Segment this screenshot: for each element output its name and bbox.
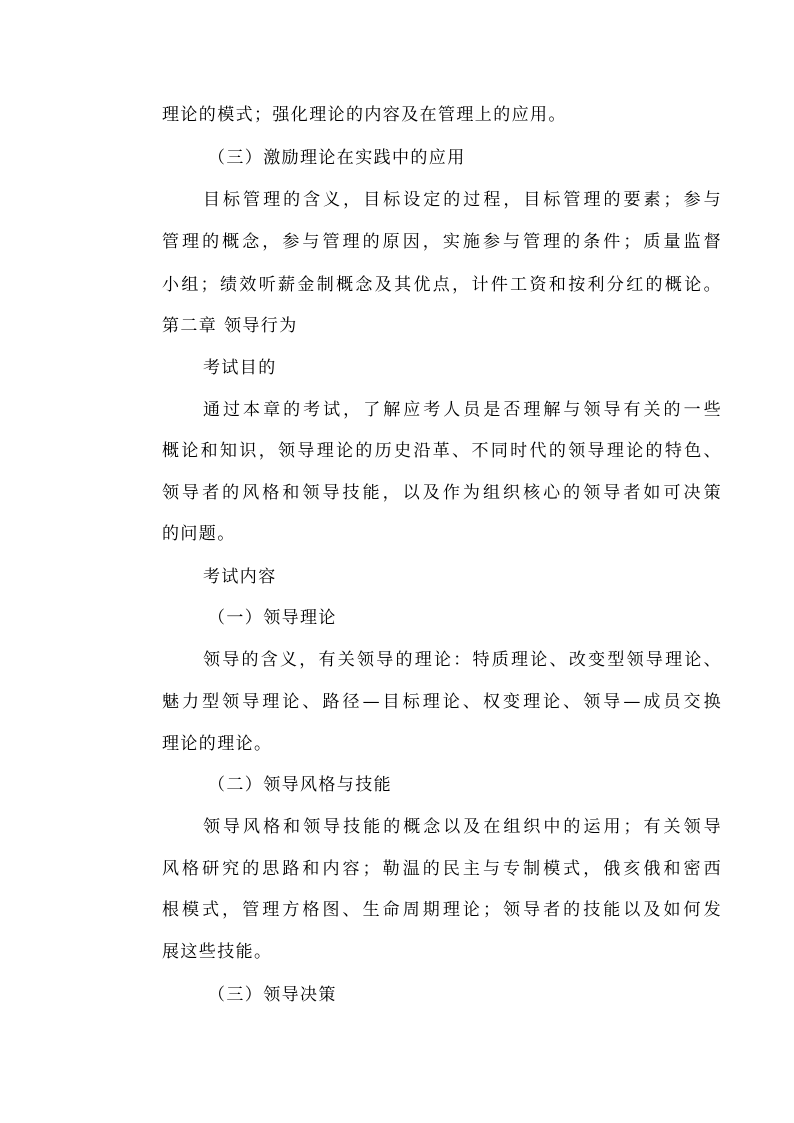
section-heading: （二）领导风格与技能 [208, 775, 392, 795]
section-heading: （一）领导理论 [208, 608, 337, 628]
text-line: 概论和知识，领导理论的历史沿革、不同时代的领导理论的特色、 [162, 441, 722, 461]
text-line: 领导者的风格和领导技能，以及作为组织核心的领导者如可决策 [162, 483, 722, 503]
text-line: 通过本章的考试，了解应考人员是否理解与领导有关的一些 [203, 400, 722, 420]
text-line: 领导的含义，有关领导的理论：特质理论、改变型领导理论、 [203, 650, 722, 670]
section-heading: 考试目的 [203, 358, 277, 378]
section-heading: （三）激励理论在实践中的应用 [208, 148, 466, 168]
text-line: 根模式，管理方格图、生命周期理论；领导者的技能以及如何发 [162, 900, 722, 920]
text-line: 领导风格和领导技能的概念以及在组织中的运用；有关领导 [203, 817, 722, 837]
text-line: 展这些技能。 [162, 942, 273, 962]
text-line: 的问题。 [162, 524, 236, 544]
text-line: 理论的模式；强化理论的内容及在管理上的应用。 [162, 105, 567, 125]
text-line: 理论的理论。 [162, 734, 273, 754]
text-line: 管理的概念，参与管理的原因，实施参与管理的条件；质量监督 [162, 232, 722, 252]
chapter-title: 第二章 领导行为 [162, 316, 298, 336]
text-line: 目标管理的含义，目标设定的过程，目标管理的要素；参与 [203, 190, 722, 210]
text-line: 风格研究的思路和内容；勒温的民主与专制模式，俄亥俄和密西 [162, 859, 722, 879]
section-heading: （三）领导决策 [208, 985, 337, 1005]
text-line: 魅力型领导理论、路径—目标理论、权变理论、领导—成员交换 [162, 692, 722, 712]
section-heading: 考试内容 [203, 567, 277, 587]
text-line: 小组；绩效听薪金制概念及其优点，计件工资和按利分红的概论。 [162, 275, 722, 295]
